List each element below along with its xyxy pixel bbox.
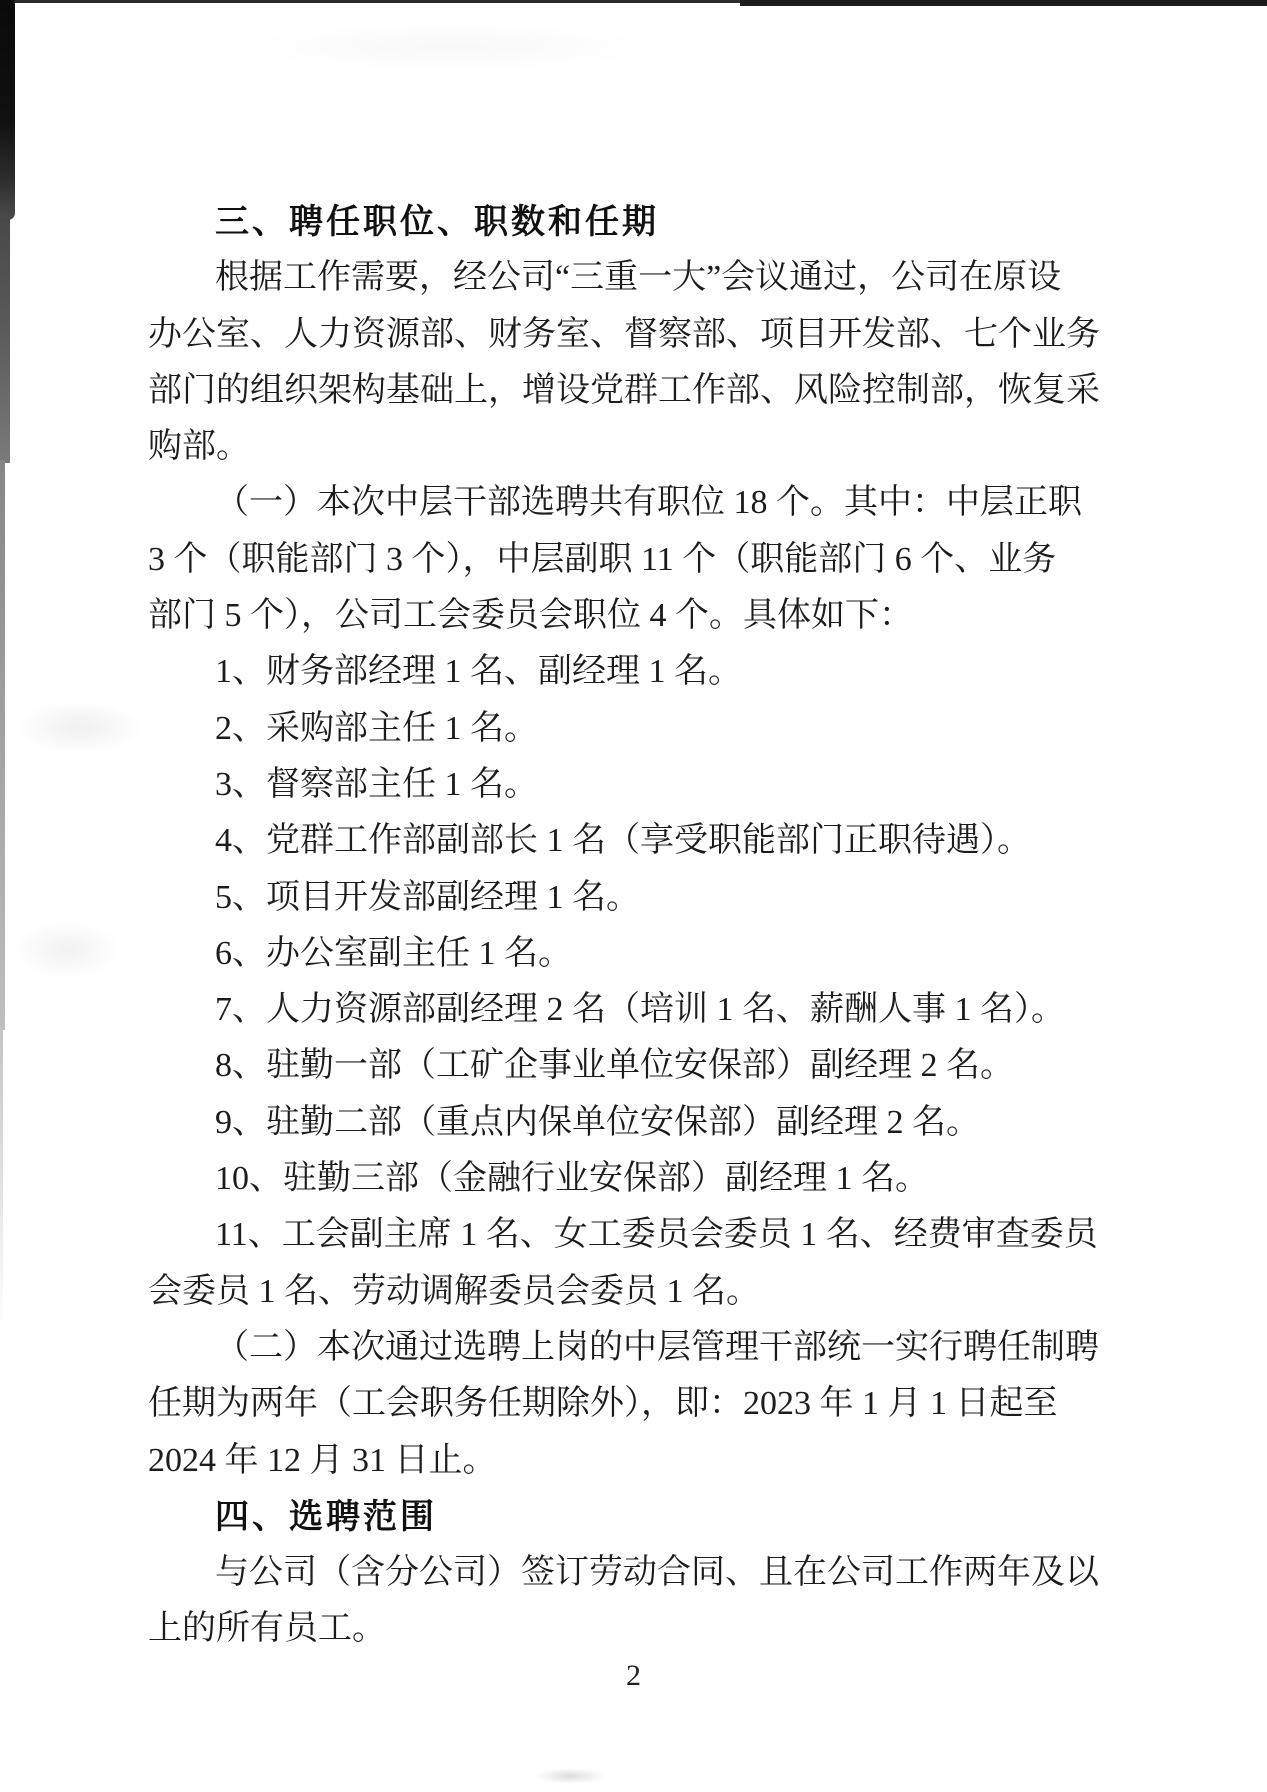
paragraph-line: 部门的组织架构基础上，增设党群工作部、风险控制部，恢复采 [148,371,1100,409]
scan-smudge [12,920,122,980]
page-number: 2 [626,1659,641,1692]
document-content [148,194,1138,1658]
scan-artifact-left-edge-light [0,460,5,1030]
scan-smudge [240,22,660,72]
scan-artifact-top-edge [0,0,1267,3]
paragraph-line-part-1: （一）本次中层干部选聘共有职位 18 个。其中：中层正职 [215,484,1082,522]
paragraph-line-part-2: （二）本次通过选聘上岗的中层管理干部统一实行聘任制聘 [215,1328,1099,1366]
paragraph-line: 3 个（职能部门 3 个），中层副职 11 个（职能部门 6 个、业务 [148,540,1057,578]
list-item-7: 7、人力资源部副经理 2 名（培训 1 名、薪酬人事 1 名）。 [215,991,1065,1029]
section-heading-3: 三、聘任职位、职数和任期 [215,203,659,241]
section-heading-4: 四、选聘范围 [215,1497,437,1536]
scan-smudge [535,1768,605,1784]
list-item-10: 10、驻勤三部（金融行业安保部）副经理 1 名。 [215,1160,929,1198]
scan-artifact-left-edge-faint [0,1028,3,1328]
list-item-6: 6、办公室副主任 1 名。 [215,934,572,972]
scan-artifact-left-edge-mid [0,218,10,463]
list-item-2: 2、采购部主任 1 名。 [215,709,538,747]
list-item-11: 11、工会副主席 1 名、女工委员会委员 1 名、经费审查委员 [215,1216,1098,1254]
scan-artifact-left-edge-dark [0,0,15,220]
list-item-4: 4、党群工作部副部长 1 名（享受职能部门正职待遇）。 [215,822,1031,860]
list-item-5: 5、项目开发部副经理 1 名。 [215,878,640,916]
paragraph-line: 与公司（含分公司）签订劳动合同、且在公司工作两年及以 [215,1554,1099,1592]
paragraph-line: 2024 年 12 月 31 日止。 [148,1441,497,1479]
list-item-9: 9、驻勤二部（重点内保单位安保部）副经理 2 名。 [215,1103,980,1141]
paragraph-line: 办公室、人力资源部、财务室、督察部、项目开发部、七个业务 [148,315,1100,353]
paragraph-line: 部门 5 个），公司工会委员会职位 4 个。具体如下： [148,597,913,635]
list-item-3: 3、督察部主任 1 名。 [215,765,538,803]
paragraph-line: 上的所有员工。 [148,1610,386,1648]
scan-artifact-top-edge-right [740,0,1267,6]
scan-smudge [14,700,144,755]
list-item-8: 8、驻勤一部（工矿企事业单位安保部）副经理 2 名。 [215,1047,1014,1085]
list-item-11-continuation: 会委员 1 名、劳动调解委员会委员 1 名。 [148,1272,760,1310]
paragraph-line: 任期为两年（工会职务任期除外），即：2023 年 1 月 1 日起至 [148,1385,1058,1423]
paragraph-line: 购部。 [148,428,250,466]
paragraph-line: 根据工作需要，经公司“三重一大”会议通过，公司在原设 [215,259,1062,297]
list-item-1: 1、财务部经理 1 名、副经理 1 名。 [215,653,742,691]
